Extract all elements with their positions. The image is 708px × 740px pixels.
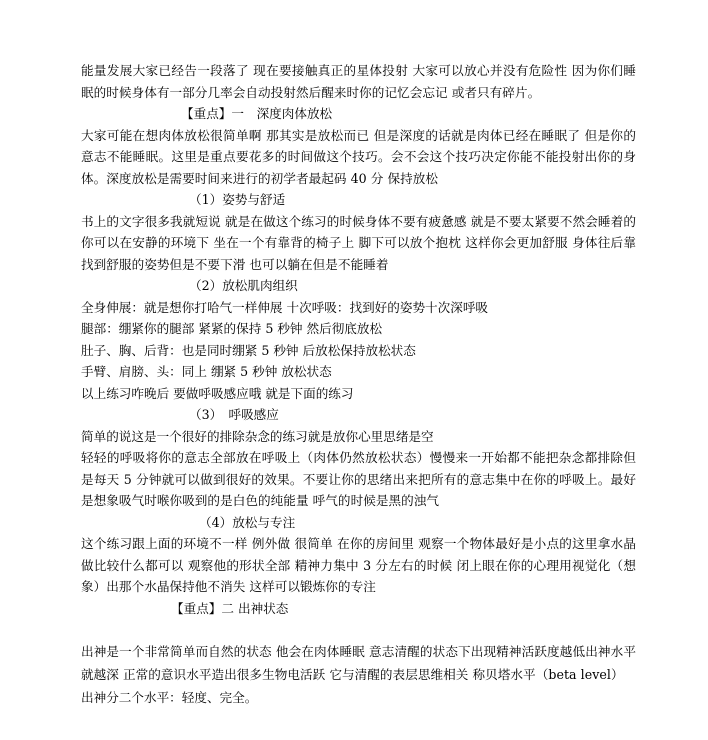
trance-state-paragraph: 出神是一个非常简单而自然的状态 他会在肉体睡眠 意志清醒的状态下出现精神活跃度越低出神水平就越深 正常的意识水平造出很多生物电活跃 它与清醒的表层思维相关 称贝塔水平（beta level）: [81, 644, 636, 682]
relax-muscles-line: 全身伸展：就是想你打哈气一样伸展 十次呼吸：找到好的姿势十次深呼吸: [81, 299, 489, 315]
blank-line: [81, 619, 636, 640]
section-heading-deep-relaxation: 【重点】一 深度肉体放松: [181, 106, 333, 121]
relax-focus-paragraph: 这个练习跟上面的环境不一样 例外做 很简单 在你的房间里 观察一个物体最好是小点的这里拿水晶做比较什么都可以 观察他的形状全部 精神力集中 3 分左右的时候 闭上眼在你的心理用视觉化（想象）出那个水晶保持他不消失 这样可以锻炼你的专注: [81, 536, 636, 594]
relax-muscles-line: 肚子、胸、后背：也是同时绷紧 5 秒钟 后放松保持放松状态: [81, 342, 416, 358]
subheading-breath-sensing: （3） 呼吸感应: [189, 407, 279, 422]
relax-muscles-line: 手臂、肩膀、头：同上 绷紧 5 秒钟 放松状态: [81, 364, 332, 379]
relax-muscles-line: 以上练习咋晚后 要做呼吸感应哦 就是下面的练习: [81, 385, 354, 401]
document-page: [81, 60, 636, 709]
breath-sensing-paragraph: 轻轻的呼吸将你的意志全部放在呼吸上（肉体仍然放松状态）慢慢来一开始都不能把杂念都排除但是每天 5 分钟就可以做到很好的效果。不要让你的思绪出来把所有的意志集中在你的呼吸上。最好是想象吸气时喉你吸到的是白色的纯能量 呼气的时候是黑的浊气: [81, 450, 636, 508]
posture-comfort-paragraph: 书上的文字很多我就短说 就是在做这个练习的时候身体不要有疲惫感 就是不要太紧要不然会睡着的 你可以在安静的环境下 坐在一个有靠背的椅子上 脚下可以放个抱枕 这样你会更加舒服 身体往后靠找到舒服的姿势但是不要下滑 也可以躺在但是不能睡着: [81, 213, 636, 272]
deep-relaxation-paragraph: 大家可能在想肉体放松很简单啊 那其实是放松而已 但是深度的话就是肉体已经在睡眠了 但是你的意志不能睡眠。这里是重点要花多的时间做这个技巧。会不会这个技巧决定你能不能投射出你的身体。深度放松是需要时间来进行的初学者最起码 40 分 保持放松: [81, 127, 636, 186]
subheading-relax-muscles: （2）放松肌肉组织: [189, 278, 298, 293]
trance-levels-line: 出神分二个水平：轻度、完全。: [81, 690, 258, 705]
intro-paragraph: 能量发展大家已经告一段落了 现在要接触真正的星体投射 大家可以放心并没有危险性 因为你们睡眠的时候身体有一部分几率会自动投射然后醒来时你的记忆会忘记 或者只有碎片。: [81, 63, 636, 100]
subheading-posture-comfort: （1）姿势与舒适: [189, 192, 286, 207]
section-heading-trance-state: 【重点】二 出神状态: [171, 600, 289, 616]
relax-muscles-line: 腿部：绷紧你的腿部 紧紧的保持 5 秒钟 然后彻底放松: [81, 321, 383, 336]
subheading-relax-focus: （4）放松与专注: [199, 514, 296, 530]
breath-sensing-line: 简单的说这是一个很好的排除杂念的练习就是放你心里思绪是空: [81, 428, 434, 444]
